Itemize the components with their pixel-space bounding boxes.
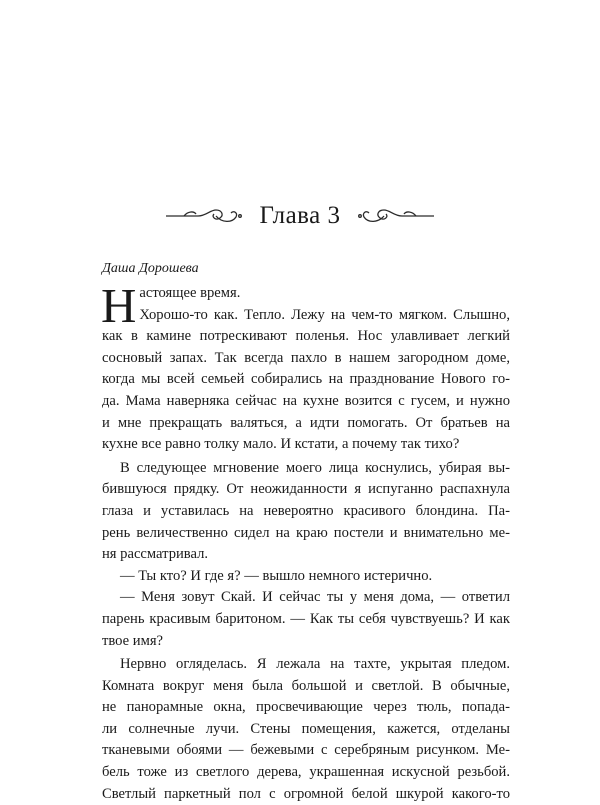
body-text [101, 278, 510, 805]
author-name: Даша Дорошева [102, 261, 199, 276]
text-line: — Меня зовут Скай. И сейчас ты у меня дома, — ответил [120, 589, 510, 606]
text-line: твое имя? [102, 632, 164, 649]
text-line: В следующее мгновение моего лица коснулись, убирая вы- [120, 459, 510, 476]
text-line: астоящее время. [139, 285, 241, 301]
text-line: Светлый паркетный пол с огромной белой шкурой какого-то [102, 785, 510, 802]
text-line: и мне прекращать валяться, а идти помогать. От братьев на [102, 414, 510, 431]
text-line: не панорамные окна, просвечивающие через тюль, попада- [102, 699, 510, 716]
text-line: да. Мама наверняка сейчас на кухне возится с гусем, и нужно [102, 392, 510, 409]
text-line: — Ты кто? И где я? — вышло немного истерично. [120, 567, 433, 584]
text-line: кухне все равно толку мало. И кстати, а почему так тихо? [102, 436, 460, 453]
text-line: Хорошо-то как. Тепло. Лежу на чем-то мягком. Слышно, [139, 306, 510, 323]
text-line: ли солнечные лучи. Стены помещения, кажется, отделаны [102, 720, 510, 737]
text-line: глаза и уставилась на невероятно красивого блондина. Па- [102, 502, 510, 519]
text-line: Комната вокруг меня была большой и светлой. В обычные, [102, 677, 510, 694]
text-line: парень красивым баритоном. — Как ты себя чувствуешь? И как [102, 610, 510, 627]
drop-cap: Н [101, 278, 137, 333]
text-line: когда мы всей семьей собирались на празднование Нового го- [102, 371, 510, 388]
text-line: ня рассматривал. [102, 546, 209, 563]
text-line: сосновый запах. Так всегда пахло в нашем загородном доме, [102, 349, 510, 366]
text-line: рень величественно сидел на краю постели и внимательно ме- [102, 524, 510, 541]
chapter-header [0, 196, 600, 236]
text-line: тканевыми обоями — бежевыми с серебряным рисунком. Ме- [102, 742, 510, 759]
text-line: бель тоже из светлого дерева, украшенная искусной резьбой. [102, 764, 510, 781]
left-flourish-icon [164, 205, 242, 227]
text-line: как в камине потрескивают поленья. Нос улавливает легкий [102, 328, 510, 345]
right-flourish-icon [358, 205, 436, 227]
text-line: бившуюся прядку. От неожиданности я испуганно распахнула [102, 481, 510, 498]
chapter-title: Глава 3 [259, 202, 341, 229]
text-line: Нервно огляделась. Я лежала на тахте, укрытая пледом. [120, 656, 510, 673]
